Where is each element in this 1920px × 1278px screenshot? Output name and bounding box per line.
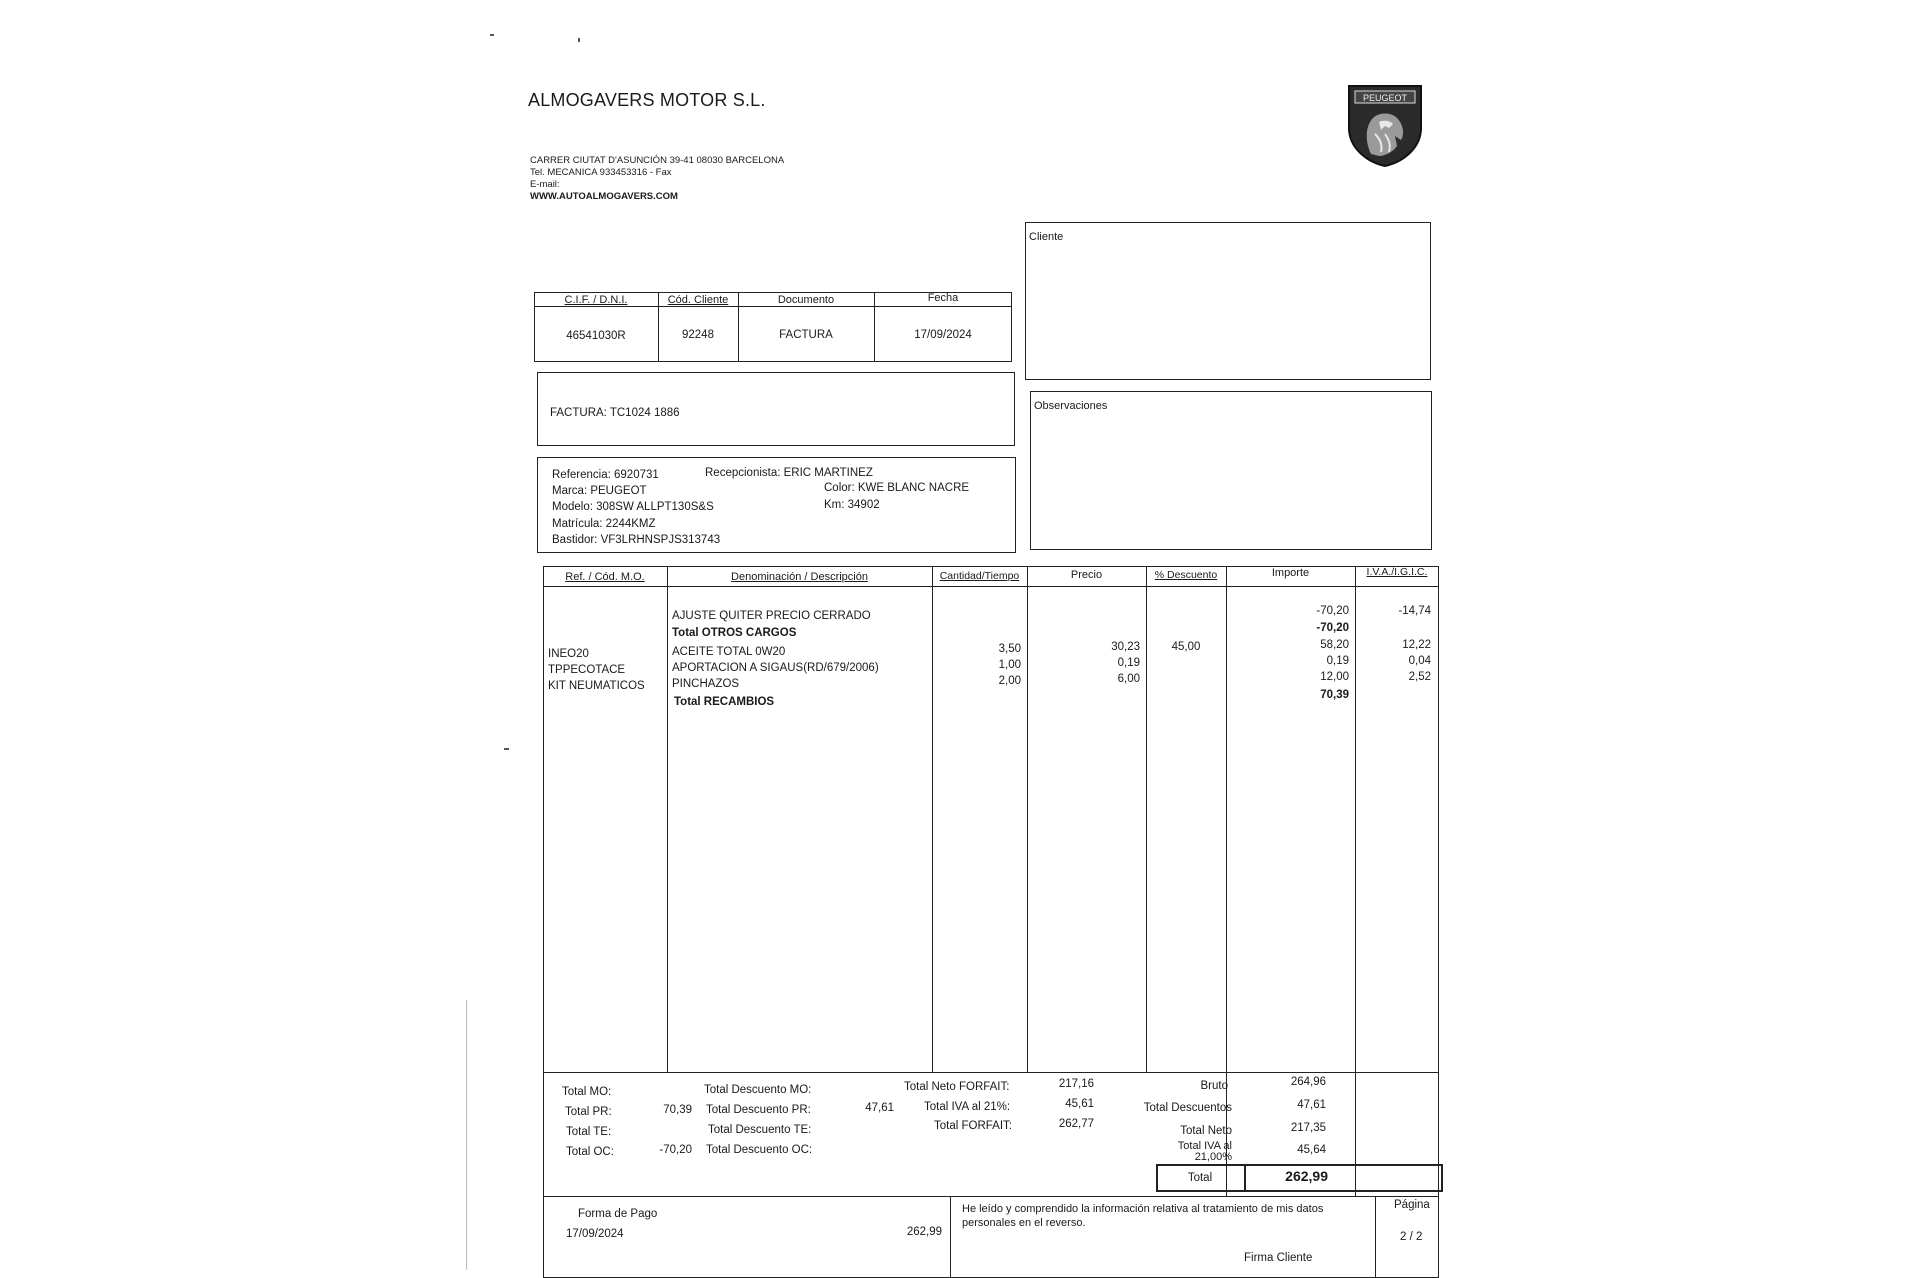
desc-oc-label: Total Descuento OC: [706, 1144, 813, 1156]
vehicle-bastidor: Bastidor: VF3LRHNSPJS313743 [552, 534, 721, 546]
logo-wordmark: PEUGEOT [1362, 93, 1408, 103]
pago-date: 17/09/2024 [566, 1228, 624, 1240]
col-header-ref: Ref. / Cód. M.O. [565, 571, 645, 583]
desc-te-label: Total Descuento TE: [708, 1124, 812, 1136]
row-3-desc: ACEITE TOTAL 0W20 [672, 646, 786, 658]
privacy-notice: He leído y comprendido la información relativa al tratamiento de mis datos personales en el reverso. [962, 1203, 1324, 1229]
cliente-box [1025, 222, 1431, 380]
row-1-iva: -14,74 [1398, 605, 1431, 617]
row-4-amount: 0,19 [1326, 655, 1349, 667]
descuentos-value: 47,61 [1297, 1099, 1326, 1111]
vehicle-modelo: Modelo: 308SW ALLPT130S&S [552, 501, 714, 513]
iva-al-percent: 21,00% [1194, 1151, 1232, 1163]
totals-footer-divider [543, 1196, 1439, 1197]
row-3-iva: 12,22 [1402, 639, 1431, 651]
pago-amount: 262,99 [906, 1226, 942, 1238]
neto-forfait-value: 217,16 [1058, 1078, 1094, 1090]
row-5-iva: 2,52 [1408, 671, 1431, 683]
factura-number: FACTURA: TC1024 1886 [550, 407, 680, 419]
col-header-descripcion: Denominación / Descripción [731, 571, 868, 583]
total-pr-value: 70,39 [663, 1104, 692, 1116]
neto-forfait-label: Total Neto FORFAIT: [904, 1081, 1010, 1093]
desc-mo-label: Total Descuento MO: [704, 1084, 812, 1096]
neto-label: Total Neto [1180, 1125, 1232, 1137]
items-col-divider [932, 566, 933, 1072]
total-oc-value: -70,20 [659, 1144, 692, 1156]
row-3-qty: 3,50 [998, 643, 1021, 655]
company-address: CARRER CIUTAT D'ASUNCIÓN 39-41 08030 BARCELONA [530, 155, 785, 166]
company-phone: Tel. MECANICA 933453316 - Fax [530, 167, 672, 178]
total-pr-label: Total PR: [565, 1106, 612, 1118]
row-3-ref: INEO20 [548, 648, 589, 660]
iva-al-value: 45,64 [1297, 1144, 1326, 1156]
vehicle-km: Km: 34902 [824, 499, 880, 511]
row-5-ref: KIT NEUMATICOS [548, 680, 645, 692]
scan-edge-line [466, 1000, 467, 1270]
row-5-price: 6,00 [1117, 673, 1140, 685]
forfait-label: Total FORFAIT: [934, 1120, 1012, 1132]
row-2-desc: Total OTROS CARGOS [672, 627, 797, 639]
total-label: Total [1187, 1172, 1213, 1184]
scan-speck [490, 34, 494, 36]
company-website: WWW.AUTOALMOGAVERS.COM [530, 191, 678, 202]
row-4-iva: 0,04 [1408, 655, 1431, 667]
peugeot-lion-shield-icon [1345, 82, 1425, 168]
total-mo-label: Total MO: [562, 1086, 612, 1098]
col-header-precio: Precio [1070, 569, 1103, 581]
observaciones-box [1030, 391, 1432, 550]
neto-value: 217,35 [1290, 1122, 1326, 1134]
forma-pago-label: Forma de Pago [578, 1208, 658, 1220]
row-2-amount: -70,20 [1316, 622, 1349, 634]
vehicle-color: Color: KWE BLANC NACRE [824, 482, 970, 494]
col-header-iva: I.V.A./I.G.I.C. [1366, 566, 1428, 578]
bruto-value: 264,96 [1290, 1076, 1326, 1088]
forfait-value: 262,77 [1058, 1118, 1094, 1130]
items-header-divider [543, 586, 1439, 587]
col-header-cantidad: Cantidad/Tiempo [939, 570, 1020, 582]
col-header-fecha: Fecha [927, 292, 959, 304]
bruto-label: Bruto [1200, 1080, 1228, 1092]
vehicle-recepcionista: Recepcionista: ERIC MARTINEZ [705, 467, 873, 479]
firma-cliente-label: Firma Cliente [1244, 1252, 1313, 1264]
row-1-desc: AJUSTE QUITER PRECIO CERRADO [672, 610, 871, 622]
pagina-label: Página [1394, 1199, 1430, 1211]
iva-al-label: Total IVA al [1177, 1140, 1232, 1152]
col-header-importe: Importe [1271, 567, 1310, 579]
vehicle-marca: Marca: PEUGEOT [552, 485, 647, 497]
total-te-label: Total TE: [566, 1126, 612, 1138]
col-header-descuento: % Descuento [1154, 569, 1218, 581]
cod-cliente-value: 92248 [682, 329, 714, 341]
row-6-desc: Total RECAMBIOS [674, 696, 775, 708]
row-6-amount: 70,39 [1320, 689, 1349, 701]
total-oc-label: Total OC: [566, 1146, 614, 1158]
row-4-desc: APORTACION A SIGAUS(RD/679/2006) [672, 662, 879, 674]
row-3-amount: 58,20 [1320, 639, 1349, 651]
company-email: E-mail: [530, 179, 560, 190]
row-3-discount: 45,00 [1171, 641, 1201, 653]
footer-divider [1375, 1196, 1376, 1278]
documento-value: FACTURA [779, 329, 833, 341]
items-totals-divider [543, 1072, 1439, 1073]
iva21-label: Total IVA al 21%: [924, 1101, 1011, 1113]
col-header-cod-cliente: Cód. Cliente [667, 294, 729, 306]
col-header-documento: Documento [777, 294, 835, 306]
row-4-ref: TPPECOTACE [548, 664, 626, 676]
desc-pr-label: Total Descuento PR: [706, 1104, 811, 1116]
row-5-qty: 2,00 [998, 675, 1021, 687]
footer-divider [950, 1196, 951, 1278]
row-5-amount: 12,00 [1320, 671, 1349, 683]
vehicle-matricula: Matrícula: 2244KMZ [552, 518, 656, 530]
company-name: ALMOGAVERS MOTOR S.L. [528, 90, 766, 110]
header-table-divider [534, 306, 1012, 307]
fecha-value: 17/09/2024 [914, 329, 972, 341]
cif-value: 46541030R [566, 330, 626, 342]
row-4-qty: 1,00 [998, 659, 1021, 671]
items-col-divider [667, 566, 668, 1072]
scan-speck [578, 38, 580, 42]
desc-pr-value: 47,61 [865, 1102, 894, 1114]
row-1-amount: -70,20 [1316, 605, 1349, 617]
descuentos-label: Total Descuentos [1143, 1102, 1232, 1114]
cliente-label: Cliente [1029, 231, 1064, 243]
row-5-desc: PINCHAZOS [672, 678, 740, 690]
row-4-price: 0,19 [1117, 657, 1140, 669]
col-header-cif: C.I.F. / D.N.I. [564, 294, 628, 306]
total-value: 262,99 [1285, 1168, 1328, 1184]
iva21-value: 45,61 [1065, 1098, 1094, 1110]
vehicle-referencia: Referencia: 6920731 [552, 469, 659, 481]
observaciones-label: Observaciones [1034, 400, 1108, 412]
pagina-value: 2 / 2 [1400, 1231, 1423, 1243]
row-3-price: 30,23 [1111, 641, 1140, 653]
scan-speck [504, 748, 509, 750]
